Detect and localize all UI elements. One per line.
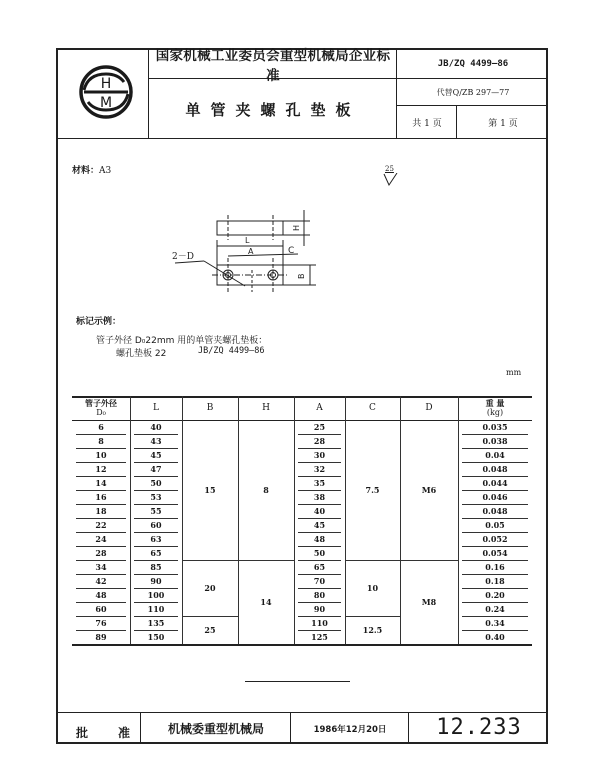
svg-text:H: H bbox=[292, 224, 301, 231]
table-cell-l: 65 bbox=[150, 548, 162, 558]
table-cell-d0: 28 bbox=[95, 548, 107, 558]
table-merged-cell-d: M6 bbox=[421, 485, 437, 495]
table-cell-d0: 76 bbox=[95, 618, 107, 628]
table-cell-d0: 89 bbox=[95, 632, 107, 642]
marking-example-description: 管子外径 D₀22mm 用的单管夹螺孔垫板： bbox=[96, 336, 268, 346]
material-value: A3 bbox=[99, 166, 112, 176]
table-cell-l: 40 bbox=[150, 422, 162, 432]
table-cell-a: 35 bbox=[313, 478, 326, 488]
document-number: 12.233 bbox=[436, 714, 522, 740]
table-cell-weight: 0.048 bbox=[482, 464, 508, 474]
table-header-weight bbox=[458, 396, 532, 420]
table-cell-weight: 0.048 bbox=[482, 506, 508, 516]
table-cell-weight: 0.20 bbox=[485, 590, 505, 600]
svg-text:B: B bbox=[297, 273, 306, 279]
header-page-divider bbox=[456, 105, 457, 138]
table-cell-d0: 60 bbox=[95, 604, 107, 614]
table-merged-cell-c: 12.5 bbox=[362, 625, 383, 635]
table-cell-weight: 0.40 bbox=[485, 632, 505, 642]
washer-plate-drawing bbox=[160, 210, 340, 300]
table-cell-weight: 0.16 bbox=[485, 562, 505, 572]
table-cell-l: 43 bbox=[150, 436, 162, 446]
table-cell-a: 65 bbox=[313, 562, 326, 572]
table-cell-l: 85 bbox=[150, 562, 162, 572]
footer-divider-2 bbox=[290, 712, 291, 744]
roughness-value: 25 bbox=[385, 165, 394, 173]
svg-text:A: A bbox=[248, 247, 254, 256]
table-cell-l: 63 bbox=[150, 534, 162, 544]
table-cell-d0: 22 bbox=[95, 520, 107, 530]
material-label: 材料： bbox=[72, 166, 100, 176]
table-cell-a: 25 bbox=[313, 422, 326, 432]
table-merged-cell-c: 7.5 bbox=[365, 485, 380, 495]
table-cell-l: 150 bbox=[147, 632, 165, 642]
table-cell-d0: 12 bbox=[95, 464, 107, 474]
hm-logo-icon bbox=[78, 64, 134, 120]
end-rule bbox=[245, 681, 350, 682]
technical-drawing bbox=[160, 210, 340, 300]
table-cell-l: 47 bbox=[150, 464, 162, 474]
table-merged-cell-h: 8 bbox=[263, 485, 269, 495]
document-title: 单管夹螺孔垫板 bbox=[185, 100, 361, 119]
table-cell-l: 100 bbox=[147, 590, 165, 600]
approve-label-1: 批 bbox=[76, 726, 89, 740]
table-merged-cell-b: 15 bbox=[204, 485, 216, 495]
surface-roughness-symbol bbox=[383, 167, 405, 187]
table-cell-l: 110 bbox=[147, 604, 165, 614]
table-cell-d0: 48 bbox=[95, 590, 107, 600]
table-cell-a: 110 bbox=[311, 618, 328, 628]
pages-total: 共 1 页 bbox=[412, 118, 442, 129]
header-text: 重 量 bbox=[485, 398, 505, 408]
page-current: 第 1 页 bbox=[488, 118, 518, 129]
marking-example-name: 螺孔垫板 22 bbox=[116, 349, 167, 359]
header-text: 管子外径 bbox=[85, 398, 117, 408]
table-cell-weight: 0.038 bbox=[482, 436, 508, 446]
table-cell-weight: 0.24 bbox=[485, 604, 505, 614]
footer-divider-3 bbox=[408, 712, 409, 744]
table-cell-a: 80 bbox=[313, 590, 326, 600]
footer-divider-1 bbox=[140, 712, 141, 744]
table-cell-d0: 6 bbox=[98, 422, 104, 432]
table-merged-cell-b: 20 bbox=[204, 583, 216, 593]
table-cell-d0: 18 bbox=[95, 506, 107, 516]
table-cell-weight: 0.18 bbox=[485, 576, 505, 586]
table-cell-l: 60 bbox=[150, 520, 162, 530]
table-cell-weight: 0.052 bbox=[482, 534, 508, 544]
header-divider-logo-full bbox=[148, 48, 149, 138]
table-cell-a: 125 bbox=[311, 632, 328, 642]
roughness-triangle-icon bbox=[383, 173, 403, 187]
issuer-title: 国家机械工业委员会重型机械局企业标准 bbox=[155, 48, 391, 84]
table-cell-d0: 14 bbox=[95, 478, 107, 488]
material-line bbox=[72, 163, 111, 176]
table-merged-cell-c: 10 bbox=[366, 583, 379, 593]
table-cell-l: 45 bbox=[150, 450, 162, 460]
table-merged-cell-b: 25 bbox=[204, 625, 216, 635]
table-cell-d0: 42 bbox=[95, 576, 107, 586]
table-cell-a: 28 bbox=[313, 436, 326, 446]
logo bbox=[78, 64, 134, 120]
table-header-c: C bbox=[369, 403, 376, 413]
table-header-h: H bbox=[262, 403, 270, 413]
table-cell-a: 40 bbox=[313, 506, 326, 516]
standard-code: JB/ZQ 4499—86 bbox=[437, 59, 509, 69]
table-cell-a: 45 bbox=[313, 520, 326, 530]
table-cell-d0: 8 bbox=[98, 436, 104, 446]
table-cell-d0: 34 bbox=[95, 562, 107, 572]
table-cell-weight: 0.054 bbox=[482, 548, 508, 558]
table-cell-l: 135 bbox=[147, 618, 165, 628]
table-bottom-rule bbox=[72, 644, 532, 646]
header-text: (kg) bbox=[486, 408, 504, 417]
table-cell-weight: 0.04 bbox=[485, 450, 505, 460]
svg-text:H: H bbox=[100, 76, 112, 92]
table-cell-d0: 10 bbox=[95, 450, 107, 460]
table-cell-a: 70 bbox=[313, 576, 326, 586]
marking-example-code: JB/ZQ 4499—86 bbox=[198, 346, 265, 356]
table-cell-weight: 0.035 bbox=[482, 422, 508, 432]
approval-date: 1986年12月20日 bbox=[313, 724, 387, 735]
approve-label-2: 准 bbox=[118, 726, 131, 740]
table-merged-cell-h: 14 bbox=[260, 597, 272, 607]
table-header-b: B bbox=[206, 403, 214, 413]
svg-text:M: M bbox=[99, 95, 113, 111]
svg-text:2－D: 2－D bbox=[172, 252, 194, 262]
table-cell-d0: 16 bbox=[95, 492, 107, 502]
table-cell-l: 90 bbox=[150, 576, 162, 586]
table-cell-weight: 0.044 bbox=[482, 478, 508, 488]
table-header-l: L bbox=[153, 403, 159, 413]
header-bottom-line bbox=[56, 138, 548, 139]
table-cell-l: 50 bbox=[150, 478, 162, 488]
table-cell-a: 90 bbox=[313, 604, 326, 614]
table-cell-l: 53 bbox=[150, 492, 162, 502]
table-cell-d0: 24 bbox=[95, 534, 107, 544]
table-cell-a: 38 bbox=[313, 492, 326, 502]
table-cell-weight: 0.05 bbox=[485, 520, 505, 530]
approving-authority: 机械委重型机械局 bbox=[167, 722, 264, 736]
replaces-standard: 代替Q/ZB 297—77 bbox=[436, 88, 510, 97]
table-cell-l: 55 bbox=[150, 506, 162, 516]
table-header-d: D bbox=[425, 403, 433, 413]
marking-example-heading: 标记示例： bbox=[76, 317, 122, 327]
table-cell-a: 30 bbox=[313, 450, 326, 460]
table-cell-a: 50 bbox=[313, 548, 326, 558]
table-cell-weight: 0.34 bbox=[485, 618, 505, 628]
header-divider-right bbox=[396, 48, 397, 138]
unit-label: mm bbox=[506, 368, 522, 377]
header-text: D₀ bbox=[96, 408, 106, 417]
table-cell-a: 32 bbox=[313, 464, 326, 474]
table-header-d0 bbox=[72, 396, 130, 420]
table-cell-weight: 0.046 bbox=[482, 492, 508, 502]
table-cell-a: 48 bbox=[313, 534, 326, 544]
svg-text:L: L bbox=[245, 236, 250, 245]
table-merged-cell-d: M8 bbox=[421, 597, 437, 607]
table-header-a: A bbox=[316, 403, 323, 413]
svg-text:C: C bbox=[288, 246, 295, 256]
